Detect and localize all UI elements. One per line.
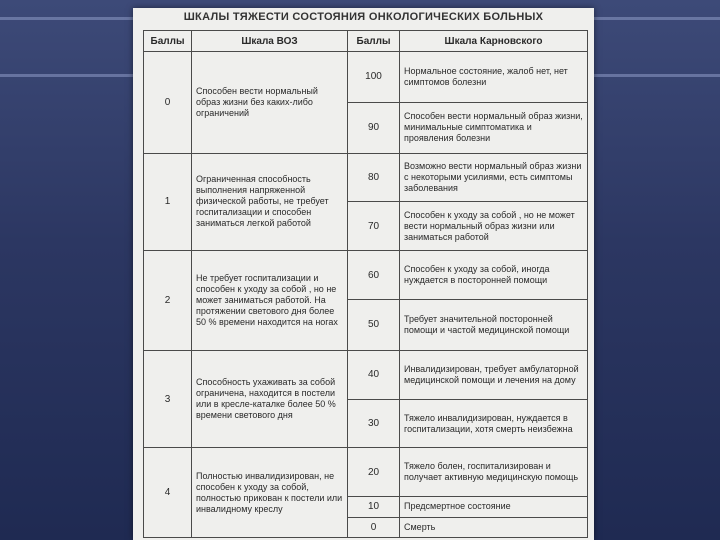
who-description-cell: Способен вести нормальный образ жизни без каких-либо ограничений — [192, 52, 348, 154]
document-page — [133, 8, 594, 540]
table-row — [144, 251, 588, 300]
who-grade-cell: 3 — [144, 350, 192, 448]
karnofsky-description-cell: Возможно вести нормальный образ жизни с некоторыми усилиями, есть симптомы заболевания — [400, 153, 588, 202]
karnofsky-points-cell: 70 — [348, 202, 400, 251]
severity-scales-table — [143, 30, 588, 538]
karnofsky-description-cell: Требует значительной посторонней помощи и частой медицинской помощи — [400, 300, 588, 351]
who-description-cell: Ограниченная способность выполнения напряженной физической работы, не требует госпитализации и способен заниматься легкой работой — [192, 153, 348, 251]
karnofsky-description-cell: Способен к уходу за собой, иногда нуждается в посторонней помощи — [400, 251, 588, 300]
karnofsky-description-cell: Инвалидизирован, требует амбулаторной медицинской помощи и лечения на дому — [400, 350, 588, 399]
who-description-cell: Не требует госпитализации и способен к уходу за собой , но не может заниматься работой. На протяжении светового дня более 50 % времени находится на ногах — [192, 251, 348, 351]
who-description-cell: Способность ухаживать за собой ограничена, находится в постели или в кресле-каталке более 50 % времени светового дня — [192, 350, 348, 448]
header-karnofsky-scale: Шкала Карновского — [400, 31, 588, 52]
karnofsky-points-cell: 50 — [348, 300, 400, 351]
document-title: ШКАЛЫ ТЯЖЕСТИ СОСТОЯНИЯ ОНКОЛОГИЧЕСКИХ БОЛЬНЫХ — [183, 11, 544, 23]
karnofsky-description-cell: Способен к уходу за собой , но не может вести нормальный образ жизни или заниматься работой — [400, 202, 588, 251]
table-row — [144, 153, 588, 202]
table-header-row — [144, 31, 588, 52]
karnofsky-points-cell: 100 — [348, 52, 400, 103]
karnofsky-points-cell: 0 — [348, 517, 400, 537]
karnofsky-points-cell: 60 — [348, 251, 400, 300]
karnofsky-description-cell: Тяжело болен, госпитализирован и получает активную медицинскую помощь — [400, 448, 588, 497]
header-who-scale: Шкала ВОЗ — [192, 31, 348, 52]
who-grade-cell: 0 — [144, 52, 192, 154]
header-points: Баллы — [348, 31, 400, 52]
table-row — [144, 448, 588, 497]
table-row — [144, 52, 588, 103]
who-grade-cell: 2 — [144, 251, 192, 351]
karnofsky-points-cell: 40 — [348, 350, 400, 399]
karnofsky-points-cell: 90 — [348, 102, 400, 153]
karnofsky-description-cell: Тяжело инвалидизирован, нуждается в госпитализации, хотя смерть неизбежна — [400, 399, 588, 448]
karnofsky-description-cell: Нормальное состояние, жалоб нет, нет симптомов болезни — [400, 52, 588, 103]
who-grade-cell: 4 — [144, 448, 192, 538]
karnofsky-points-cell: 10 — [348, 497, 400, 517]
karnofsky-description-cell: Смерть — [400, 517, 588, 537]
karnofsky-description-cell: Предсмертное состояние — [400, 497, 588, 517]
who-grade-cell: 1 — [144, 153, 192, 251]
karnofsky-points-cell: 80 — [348, 153, 400, 202]
karnofsky-points-cell: 20 — [348, 448, 400, 497]
karnofsky-points-cell: 30 — [348, 399, 400, 448]
table-row — [144, 350, 588, 399]
who-description-cell: Полностью инвалидизирован, не способен к уходу за собой, полностью прикован к постели или инвалидному креслу — [192, 448, 348, 538]
karnofsky-description-cell: Способен вести нормальный образ жизни, минимальные симптоматика и проявления болезни — [400, 102, 588, 153]
header-grade: Баллы — [144, 31, 192, 52]
